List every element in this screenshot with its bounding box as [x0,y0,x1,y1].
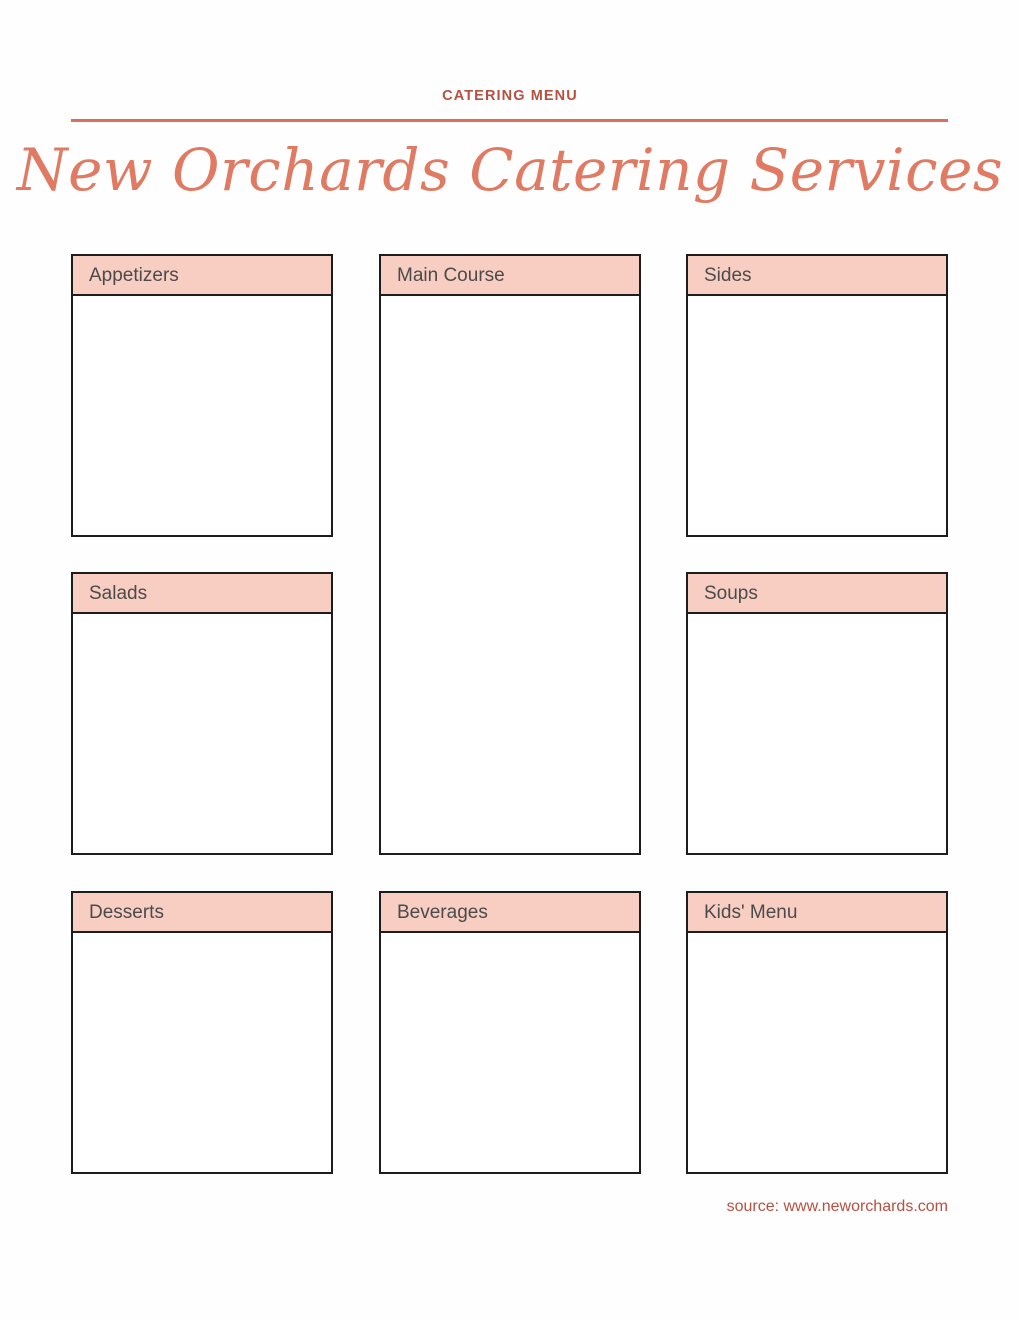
section-main-course-header [381,256,639,296]
section-desserts-label: Desserts [89,901,164,923]
section-salads [71,572,333,855]
section-desserts-header [73,893,331,933]
section-main-course [379,254,641,855]
section-desserts [71,891,333,1174]
section-main-course-label: Main Course [397,264,505,286]
section-beverages [379,891,641,1174]
page-title: New Orchards Catering Services [16,136,1004,204]
section-kids-menu-label: Kids' Menu [704,901,798,923]
section-salads-header [73,574,331,614]
section-appetizers-label: Appetizers [89,264,179,286]
section-beverages-header [381,893,639,933]
source-link[interactable]: source: www.neworchards.com [726,1198,948,1215]
eyebrow-label: CATERING MENU [442,88,578,104]
section-appetizers [71,254,333,537]
header-divider [71,119,948,122]
section-appetizers-header [73,256,331,296]
section-beverages-label: Beverages [397,901,488,923]
section-salads-label: Salads [89,582,148,604]
section-sides-label: Sides [704,264,752,286]
section-kids-menu-header [688,893,946,933]
section-soups-header [688,574,946,614]
section-kids-menu [686,891,948,1174]
section-soups-label: Soups [704,582,758,604]
section-sides-header [688,256,946,296]
section-sides [686,254,948,537]
section-soups [686,572,948,855]
